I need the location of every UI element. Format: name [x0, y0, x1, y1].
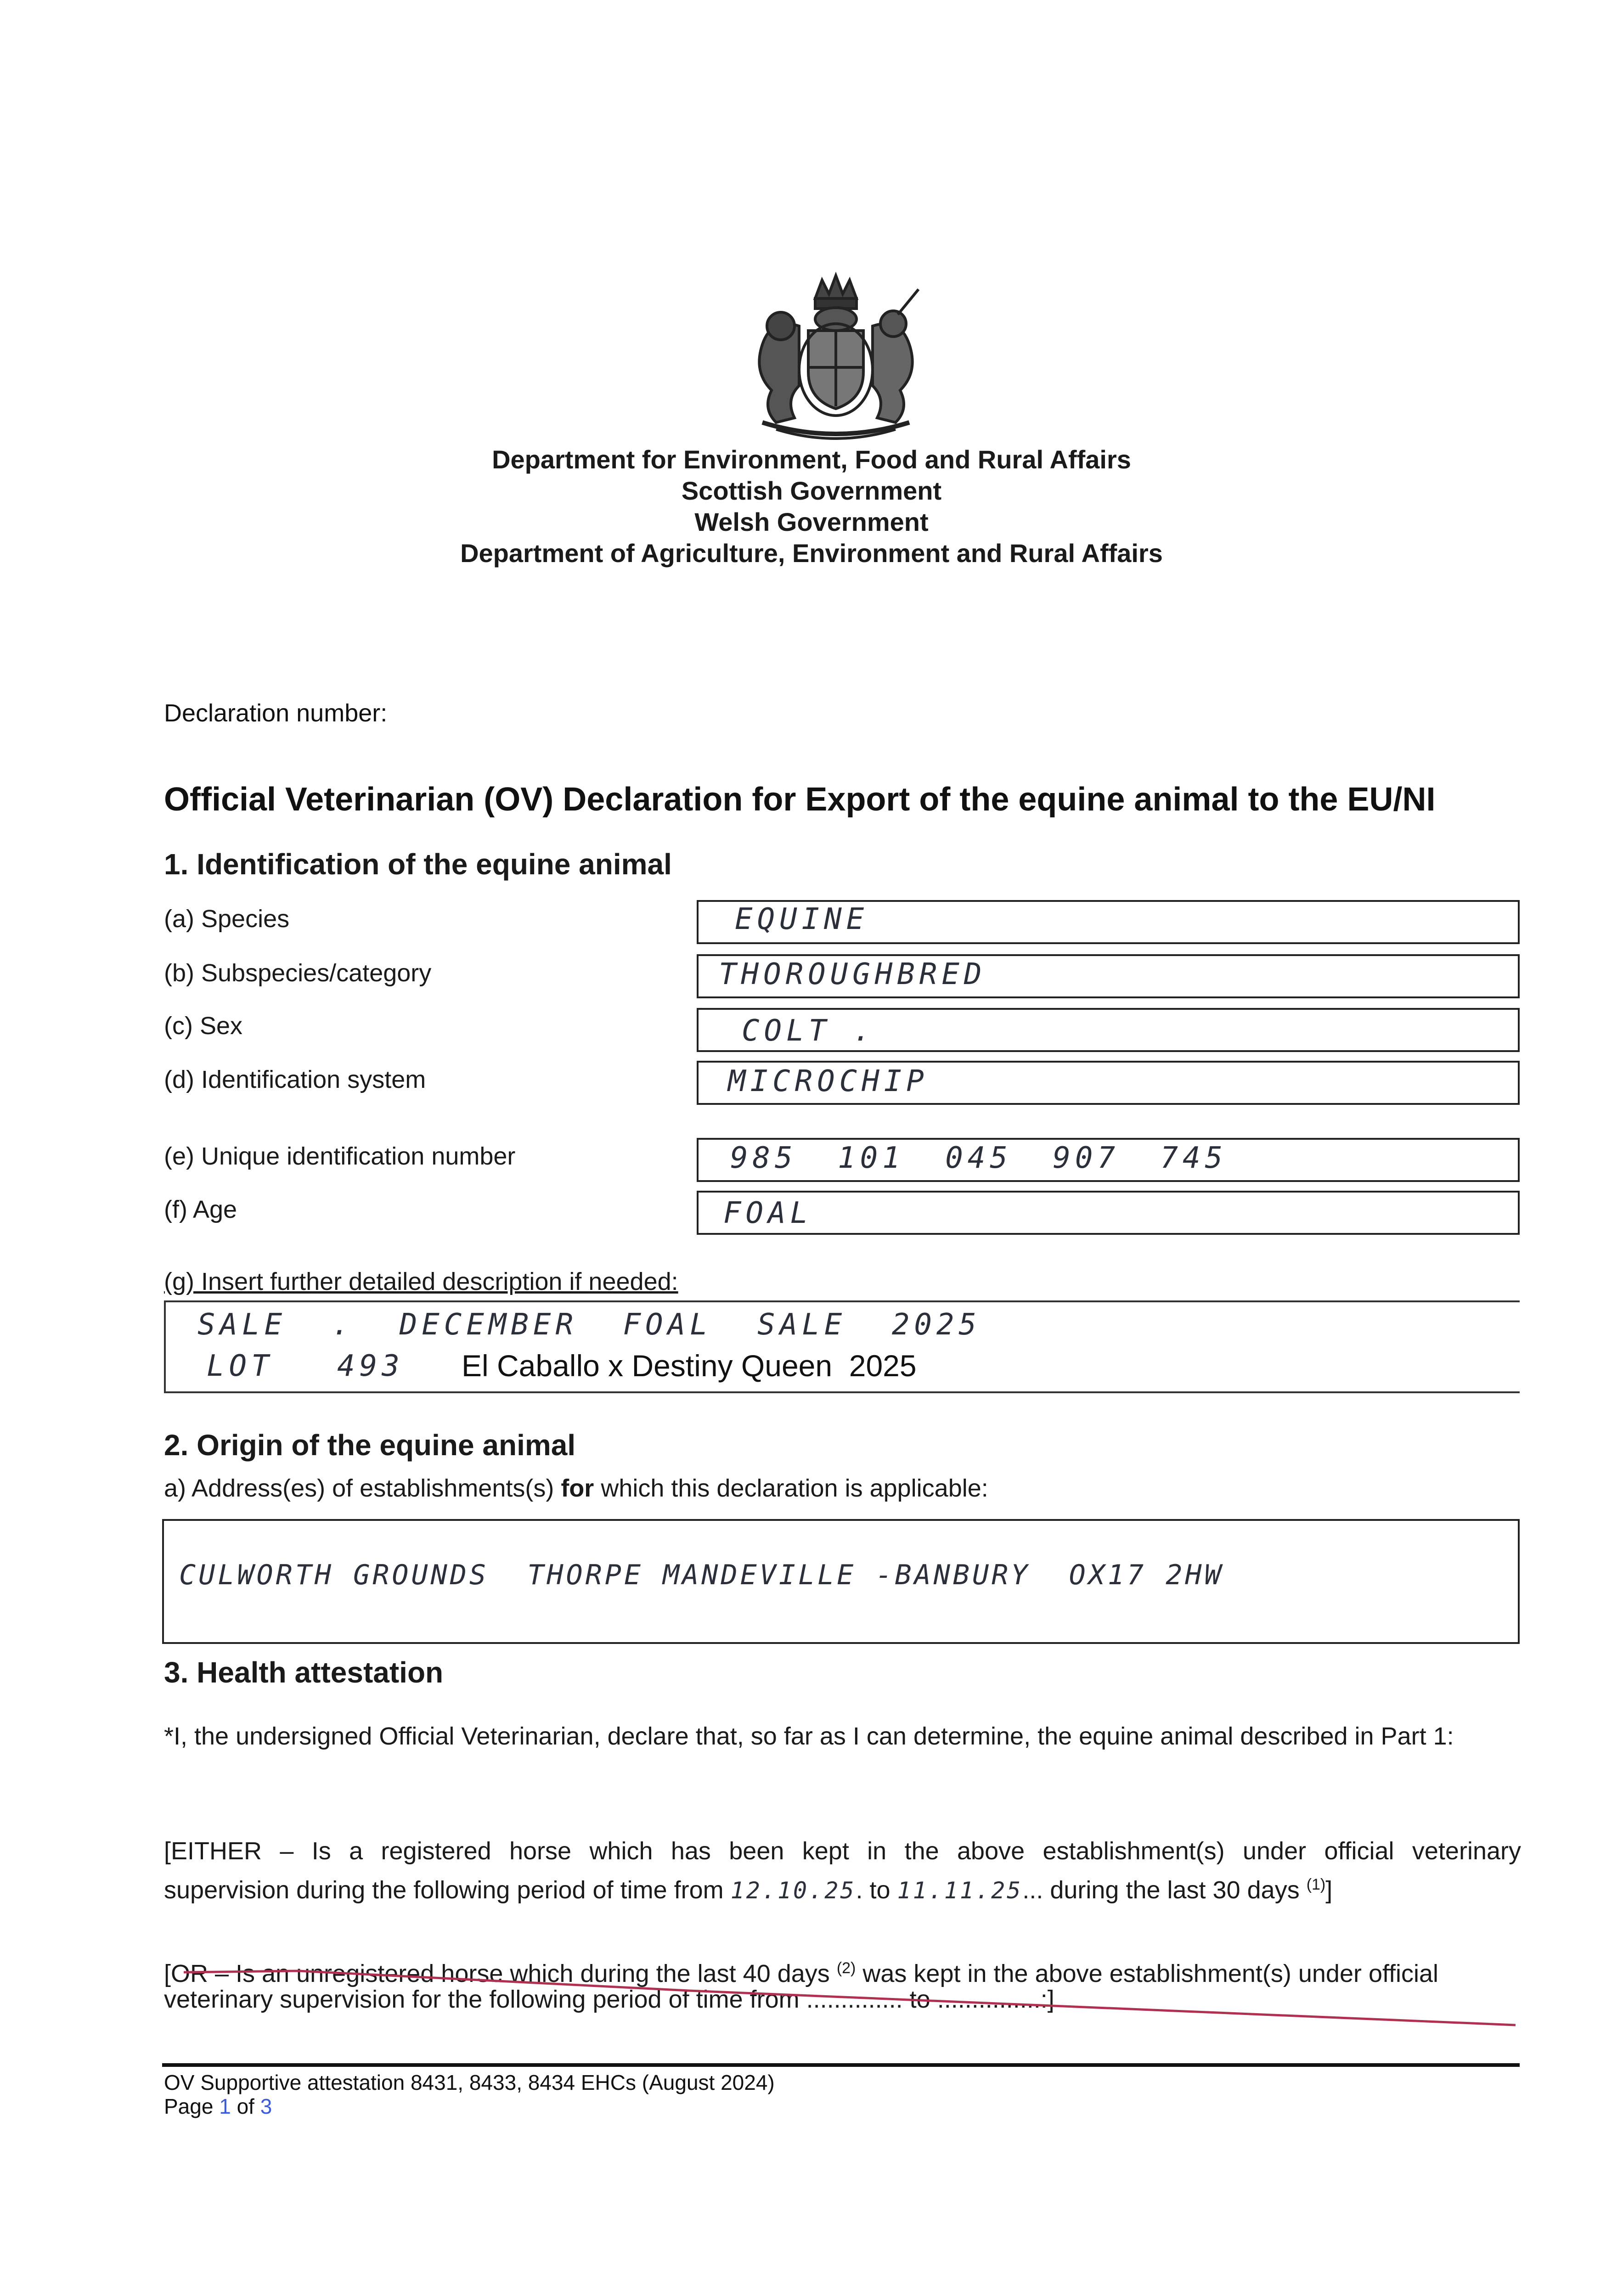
subspecies-label: (b) Subspecies/category [164, 959, 432, 987]
royal-crest-icon [735, 271, 937, 441]
address-label-pre: a) Address(es) of establishments(s) [164, 1474, 561, 1502]
document-title: Official Veterinarian (OV) Declaration for Export of the equine animal to the EU/NI [164, 781, 1436, 818]
footer-page [164, 2094, 272, 2119]
or-line1-pre: [OR – Is an unregistered horse which during the last 40 days [164, 1960, 837, 1987]
page-current: 1 [219, 2094, 231, 2118]
subspecies-value: THOROUGHBRED [719, 957, 986, 991]
description-left-rule [164, 1300, 166, 1392]
address-label-bold: for [561, 1474, 594, 1502]
or-line2: veterinary supervision for the following period of time from .............. to ...............:] [164, 1986, 1054, 2013]
identification-system-value: MICROCHIP [728, 1064, 929, 1098]
age-label: (f) Age [164, 1196, 237, 1223]
section2-heading: 2. Origin of the equine animal [164, 1429, 576, 1462]
description-top-rule [164, 1300, 1520, 1302]
section3-heading: 3. Health attestation [164, 1656, 444, 1689]
department-name-4: Department of Agriculture, Environment and Rural Affairs [460, 539, 1163, 568]
declaration-number-label: Declaration number: [164, 699, 388, 727]
health-intro: *I, the undersigned Official Veterinarian, declare that, so far as I can determine, the equine animal described in Part 1: [164, 1722, 1454, 1750]
address-label-post: which this declaration is applicable: [594, 1474, 988, 1502]
sex-value: COLT . [742, 1014, 876, 1048]
either-close: ] [1325, 1876, 1333, 1904]
either-to-word: . to [856, 1876, 897, 1904]
species-label: (a) Species [164, 905, 290, 933]
either-footnote: (1) [1306, 1876, 1326, 1893]
page-word: Page [164, 2094, 220, 2118]
address-label [164, 1474, 988, 1503]
species-value: EQUINE [735, 902, 869, 936]
description-lot[interactable]: LOT 493 [207, 1349, 404, 1383]
either-line2 [164, 1868, 1332, 1907]
identification-system-label: (d) Identification system [164, 1066, 426, 1093]
or-line1-post: was kept in the above establishment(s) under official [856, 1960, 1439, 1987]
footer-attestation: OV Supportive attestation 8431, 8433, 8434 EHCs (August 2024) [164, 2071, 775, 2094]
either-to-date[interactable]: 11.11.25 [897, 1877, 1023, 1904]
either-line2-post: ... during the last 30 days [1022, 1876, 1307, 1904]
strike-through-line [184, 1952, 1525, 2043]
either-line1: [EITHER – Is a registered horse which has been kept in the above establishment(s) under official veterinary [164, 1837, 1521, 1865]
unique-id-value: 985 101 045 907 745 [730, 1141, 1228, 1175]
section1-heading: 1. Identification of the equine animal [164, 848, 672, 881]
page-of: of [231, 2094, 260, 2118]
or-footnote: (2) [836, 1959, 856, 1977]
age-field[interactable] [697, 1191, 1520, 1235]
unique-id-label: (e) Unique identification number [164, 1142, 516, 1170]
department-name-2: Scottish Government [681, 476, 942, 505]
either-line2-pre: supervision during the following period of time from [164, 1876, 731, 1904]
sex-label: (c) Sex [164, 1012, 243, 1040]
address-value: CULWORTH GROUNDS THORPE MANDEVILLE -BANBURY OX17 2HW [179, 1559, 1224, 1591]
description-bottom-rule [164, 1391, 1520, 1393]
description-line1[interactable]: SALE . DECEMBER FOAL SALE 2025 [197, 1308, 981, 1342]
footer-rule [162, 2063, 1520, 2067]
either-from-date[interactable]: 12.10.25 [730, 1877, 856, 1904]
age-value: FOAL [723, 1196, 813, 1230]
description-label: (g) Insert further detailed description if needed: [164, 1268, 678, 1295]
department-name-3: Welsh Government [694, 507, 929, 536]
page-total: 3 [260, 2094, 272, 2118]
description-typed[interactable]: El Caballo x Destiny Queen 2025 [462, 1349, 917, 1383]
department-name-1: Department for Environment, Food and Rural Affairs [492, 445, 1131, 474]
